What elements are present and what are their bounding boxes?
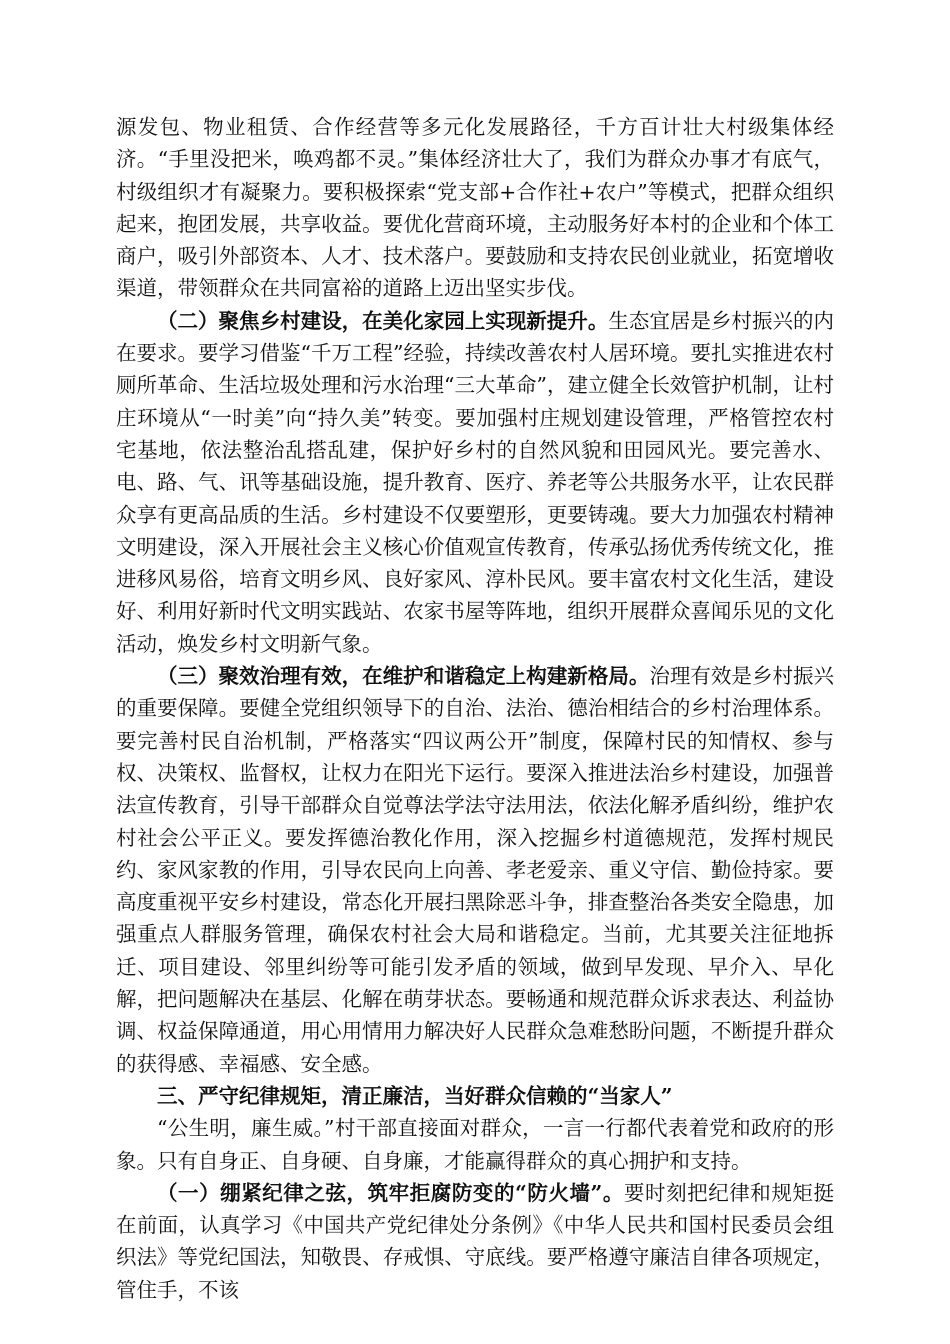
paragraph-heading: （三）聚效治理有效，在维护和谐稳定上构建新格局。 — [157, 664, 650, 689]
paragraph-discipline — [116, 1177, 834, 1306]
paragraph-text: 源发包、物业租赁、合作经营等多元化发展路径，千方百计壮大村级集体经济。“手里没把米，唤鸡都不灵。”集体经济壮大了，我们为群众办事才有底气，村级组织才有凝聚力。要积极探索“党支部+合作社+农户”等模式，把群众组织起来，抱团发展，共享收益。要优化营商环境，主动服务好本村的企业和个体工商户，吸引外部资本、人才、技术落户。要鼓励和支持农民创业就业，拓宽增收渠道，带领群众在共同富裕的道路上迈出坚实步伐。 — [116, 115, 834, 301]
paragraph-heading: （一）绷紧纪律之弦，筑牢拒腐防变的“防火墙”。 — [157, 1180, 624, 1205]
paragraph-text: 要时刻把纪律和规矩挺在前面，认真学习《中国共产党纪律处分条例》《中华人民共和国村民委员会组织法》等党纪国法，知敬畏、存戒惧、守底线。要严格遵守廉洁自律各项规定，管住手，不该 — [116, 1180, 834, 1302]
section-heading — [116, 1080, 834, 1112]
paragraph-heading: （二）聚焦乡村建设，在美化家园上实现新提升。 — [157, 308, 609, 333]
paragraph-integrity-intro — [116, 1112, 834, 1177]
document-page — [116, 111, 834, 1306]
paragraph-continuation — [116, 111, 834, 305]
paragraph-rural-construction — [116, 305, 834, 660]
paragraph-effective-governance — [116, 660, 834, 1080]
paragraph-text: 生态宜居是乡村振兴的内在要求。要学习借鉴“千万工程”经验，持续改善农村人居环境。要扎实推进农村厕所革命、生活垃圾处理和污水治理“三大革命”，建立健全长效管护机制，让村庄环境从“一时美”向“持久美”转变。要加强村庄规划建设管理，严格管控农村宅基地，依法整治乱搭乱建，保护好乡村的自然风貌和田园风光。要完善水、电、路、气、讯等基础设施，提升教育、医疗、养老等公共服务水平，让农民群众享有更高品质的生活。乡村建设不仅要塑形，更要铸魂。要大力加强农村精神文明建设，深入开展社会主义核心价值观宣传教育，传承弘扬优秀传统文化，推进移风易俗，培育文明乡风、良好家风、淳朴民风。要丰富农村文化生活，建设好、利用好新时代文明实践站、农家书屋等阵地，组织开展群众喜闻乐见的文化活动，焕发乡村文明新气象。 — [116, 308, 834, 656]
paragraph-text: 治理有效是乡村振兴的重要保障。要健全党组织领导下的自治、法治、德治相结合的乡村治理体系。要完善村民自治机制，严格落实“四议两公开”制度，保障村民的知情权、参与权、决策权、监督权，让权力在阳光下运行。要深入推进法治乡村建设，加强普法宣传教育，引导干部群众自觉尊法学法守法用法，依法化解矛盾纠纷，维护农村社会公平正义。要发挥德治教化作用，深入挖掘乡村道德规范，发挥村规民约、家风家教的作用，引导农民向上向善、孝老爱亲、重义守信、勤俭持家。要高度重视平安乡村建设，常态化开展扫黑除恶斗争，排查整治各类安全隐患，加强重点人群服务管理，确保农村社会大局和谐稳定。当前，尤其要关注征地拆迁、项目建设、邻里纠纷等可能引发矛盾的领域，做到早发现、早介入、早化解，把问题解决在基层、化解在萌芽状态。要畅通和规范群众诉求表达、利益协调、权益保障通道，用心用情用力解决好人民群众急难愁盼问题，不断提升群众的获得感、幸福感、安全感。 — [116, 664, 834, 1076]
paragraph-text: “公生明，廉生威。”村干部直接面对群众，一言一行都代表着党和政府的形象。只有自身正、自身硬、自身廉，才能赢得群众的真心拥护和支持。 — [116, 1116, 834, 1173]
section-heading-text: 三、严守纪律规矩，清正廉洁，当好群众信赖的“当家人” — [157, 1083, 673, 1108]
